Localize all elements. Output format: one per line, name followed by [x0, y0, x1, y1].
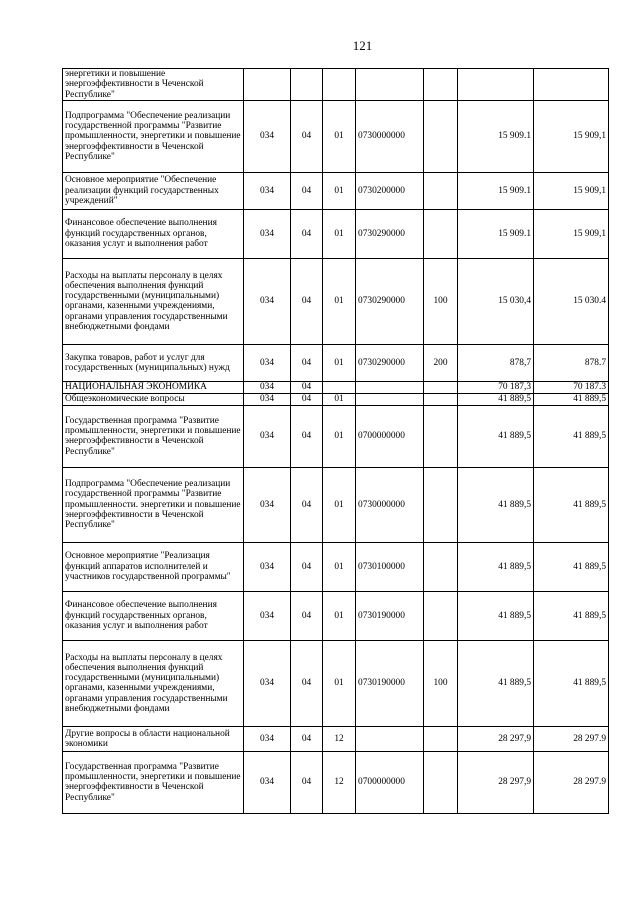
row-expense-type-cell: 100 — [424, 640, 458, 726]
row-amount-2-cell: 41 889,5 — [534, 542, 609, 591]
row-subsection-code-cell — [323, 69, 356, 101]
row-section-code-cell: 04 — [291, 591, 323, 640]
row-subsection-code-cell — [323, 381, 356, 393]
row-amount-2-cell: 28 297.9 — [534, 726, 609, 751]
row-amount-1-cell: 15 030,4 — [458, 258, 534, 344]
row-subsection-code-cell: 01 — [323, 393, 356, 405]
row-subsection-code-cell: 01 — [323, 209, 356, 258]
row-name-cell: Основное мероприятие "Реализация функций аппаратов исполнителей и участников государственной программы" — [63, 542, 244, 591]
table-row — [63, 69, 609, 101]
table-row — [63, 172, 609, 209]
table-row — [63, 209, 609, 258]
table-row — [63, 751, 609, 813]
table-row — [63, 467, 609, 542]
table-row — [63, 640, 609, 726]
row-section-code-cell: 04 — [291, 209, 323, 258]
row-amount-2-cell: 15 030.4 — [534, 258, 609, 344]
row-expense-type-cell — [424, 393, 458, 405]
row-name-cell: Закупка товаров, работ и услуг для государственных (муниципальных) нужд — [63, 344, 244, 381]
row-name-cell: Расходы на выплаты персоналу в целях обеспечения выполнения функций государственными (муниципальными) органами, казенными учреждениями, органами управления государственными внебюджетными фондами — [63, 258, 244, 344]
row-amount-1-cell: 878,7 — [458, 344, 534, 381]
row-amount-1-cell: 15 909.1 — [458, 172, 534, 209]
page-number: 121 — [352, 38, 373, 53]
row-name-cell: энергетики и повышение энергоэффективности в Чеченской Республике" — [63, 69, 244, 101]
row-section-code-cell: 04 — [291, 344, 323, 381]
row-section-code-cell: 04 — [291, 405, 323, 467]
row-amount-2-cell: 41 889,5 — [534, 393, 609, 405]
row-expense-type-cell — [424, 100, 458, 172]
row-target-article-cell: 0730190000 — [356, 640, 424, 726]
row-amount-1-cell: 28 297,9 — [458, 726, 534, 751]
row-amount-2-cell: 41 889,5 — [534, 640, 609, 726]
row-amount-2-cell: 41 889,5 — [534, 405, 609, 467]
row-expense-type-cell — [424, 209, 458, 258]
row-expense-type-cell — [424, 405, 458, 467]
row-ministry-code-cell: 034 — [244, 751, 291, 813]
row-amount-1-cell: 41 889,5 — [458, 542, 534, 591]
row-amount-1-cell: 41 889,5 — [458, 393, 534, 405]
row-subsection-code-cell: 01 — [323, 172, 356, 209]
row-section-code-cell: 04 — [291, 726, 323, 751]
row-amount-2-cell: 15 909,1 — [534, 172, 609, 209]
row-name-cell: Общеэкономические вопросы — [63, 393, 244, 405]
row-expense-type-cell — [424, 69, 458, 101]
row-name-cell: НАЦИОНАЛЬНАЯ ЭКОНОМИКА — [63, 381, 244, 393]
row-ministry-code-cell: 034 — [244, 100, 291, 172]
row-target-article-cell: 0700000000 — [356, 751, 424, 813]
row-amount-1-cell: 41 889,5 — [458, 591, 534, 640]
row-target-article-cell: 0730290000 — [356, 258, 424, 344]
budget-table — [62, 68, 609, 814]
row-amount-1-cell: 41 889,5 — [458, 405, 534, 467]
row-section-code-cell: 04 — [291, 467, 323, 542]
row-section-code-cell: 04 — [291, 393, 323, 405]
row-ministry-code-cell: 034 — [244, 209, 291, 258]
row-amount-1-cell: 41 889,5 — [458, 467, 534, 542]
row-name-cell: Государственная программа "Развитие промышленности, энергетики и повышение энергоэффективности в Чеченской Республике" — [63, 405, 244, 467]
row-amount-2-cell: 70 187.3 — [534, 381, 609, 393]
row-amount-1-cell: 15 909.1 — [458, 100, 534, 172]
row-section-code-cell: 04 — [291, 381, 323, 393]
row-section-code-cell: 04 — [291, 172, 323, 209]
row-ministry-code-cell: 034 — [244, 258, 291, 344]
row-ministry-code-cell: 034 — [244, 640, 291, 726]
row-amount-1-cell — [458, 69, 534, 101]
row-expense-type-cell — [424, 542, 458, 591]
row-subsection-code-cell: 01 — [323, 258, 356, 344]
row-expense-type-cell: 200 — [424, 344, 458, 381]
row-subsection-code-cell: 01 — [323, 467, 356, 542]
row-name-cell: Государственная программа "Развитие промышленности, энергетики и повышение энергоэффективности в Чеченской Республике" — [63, 751, 244, 813]
row-section-code-cell: 04 — [291, 640, 323, 726]
row-ministry-code-cell: 034 — [244, 405, 291, 467]
row-subsection-code-cell: 01 — [323, 100, 356, 172]
row-name-cell: Подпрограмма "Обеспечение реализации государственной программы "Развитие промышленности, энергетики и повышение энергоэффективности в Чеченской Республике" — [63, 100, 244, 172]
table-row — [63, 258, 609, 344]
row-ministry-code-cell: 034 — [244, 381, 291, 393]
table-row — [63, 381, 609, 393]
row-amount-1-cell: 15 909.1 — [458, 209, 534, 258]
table-row — [63, 726, 609, 751]
row-target-article-cell — [356, 381, 424, 393]
row-section-code-cell: 04 — [291, 100, 323, 172]
row-target-article-cell: 0730200000 — [356, 172, 424, 209]
table-row — [63, 100, 609, 172]
row-section-code-cell: 04 — [291, 258, 323, 344]
row-amount-2-cell: 15 909,1 — [534, 209, 609, 258]
row-ministry-code-cell: 034 — [244, 591, 291, 640]
row-subsection-code-cell: 01 — [323, 640, 356, 726]
row-target-article-cell: 0730190000 — [356, 591, 424, 640]
row-name-cell: Расходы на выплаты персоналу в целях обеспечения выполнения функций государственными (муниципальными) органами, казенными учреждениями, органами управления государственными внебюджетными фондами — [63, 640, 244, 726]
row-ministry-code-cell — [244, 69, 291, 101]
row-target-article-cell: 0730000000 — [356, 100, 424, 172]
row-expense-type-cell — [424, 591, 458, 640]
row-target-article-cell: 0730100000 — [356, 542, 424, 591]
row-ministry-code-cell: 034 — [244, 172, 291, 209]
budget-table-body — [63, 69, 609, 814]
row-ministry-code-cell: 034 — [244, 542, 291, 591]
row-target-article-cell: 0730290000 — [356, 344, 424, 381]
row-subsection-code-cell: 01 — [323, 542, 356, 591]
row-subsection-code-cell: 01 — [323, 405, 356, 467]
row-name-cell: Основное мероприятие "Обеспечение реализации функций государственных учреждений" — [63, 172, 244, 209]
row-target-article-cell: 0730290000 — [356, 209, 424, 258]
row-section-code-cell: 04 — [291, 542, 323, 591]
row-expense-type-cell — [424, 726, 458, 751]
row-expense-type-cell — [424, 172, 458, 209]
row-ministry-code-cell: 034 — [244, 344, 291, 381]
row-name-cell: Подпрограмма "Обеспечение реализации государственной программы "Развитие промышленности. энергетики и повышение энергоэффективности в Чеченской Республике" — [63, 467, 244, 542]
row-amount-2-cell: 41 889,5 — [534, 591, 609, 640]
row-target-article-cell: 0700000000 — [356, 405, 424, 467]
row-target-article-cell — [356, 726, 424, 751]
row-amount-2-cell: 28 297.9 — [534, 751, 609, 813]
row-ministry-code-cell: 034 — [244, 467, 291, 542]
row-amount-2-cell: 41 889,5 — [534, 467, 609, 542]
row-subsection-code-cell: 01 — [323, 344, 356, 381]
table-row — [63, 591, 609, 640]
row-amount-2-cell — [534, 69, 609, 101]
row-subsection-code-cell: 01 — [323, 591, 356, 640]
row-target-article-cell: 0730000000 — [356, 467, 424, 542]
row-amount-2-cell: 878.7 — [534, 344, 609, 381]
row-name-cell: Финансовое обеспечение выполнения функций государственных органов, оказания услуг и выполнения работ — [63, 591, 244, 640]
row-expense-type-cell — [424, 751, 458, 813]
row-expense-type-cell — [424, 467, 458, 542]
row-name-cell: Другие вопросы в области национальной экономики — [63, 726, 244, 751]
row-expense-type-cell: 100 — [424, 258, 458, 344]
row-target-article-cell — [356, 393, 424, 405]
row-ministry-code-cell: 034 — [244, 393, 291, 405]
row-section-code-cell: 04 — [291, 751, 323, 813]
table-row — [63, 542, 609, 591]
row-ministry-code-cell: 034 — [244, 726, 291, 751]
row-target-article-cell — [356, 69, 424, 101]
row-expense-type-cell — [424, 381, 458, 393]
table-row — [63, 393, 609, 405]
row-subsection-code-cell: 12 — [323, 726, 356, 751]
row-section-code-cell — [291, 69, 323, 101]
row-subsection-code-cell: 12 — [323, 751, 356, 813]
row-name-cell: Финансовое обеспечение выполнения функций государственных органов, оказания услуг и выполнения работ — [63, 209, 244, 258]
table-row — [63, 344, 609, 381]
row-amount-1-cell: 70 187,3 — [458, 381, 534, 393]
row-amount-2-cell: 15 909,1 — [534, 100, 609, 172]
row-amount-1-cell: 41 889,5 — [458, 640, 534, 726]
table-row — [63, 405, 609, 467]
row-amount-1-cell: 28 297,9 — [458, 751, 534, 813]
